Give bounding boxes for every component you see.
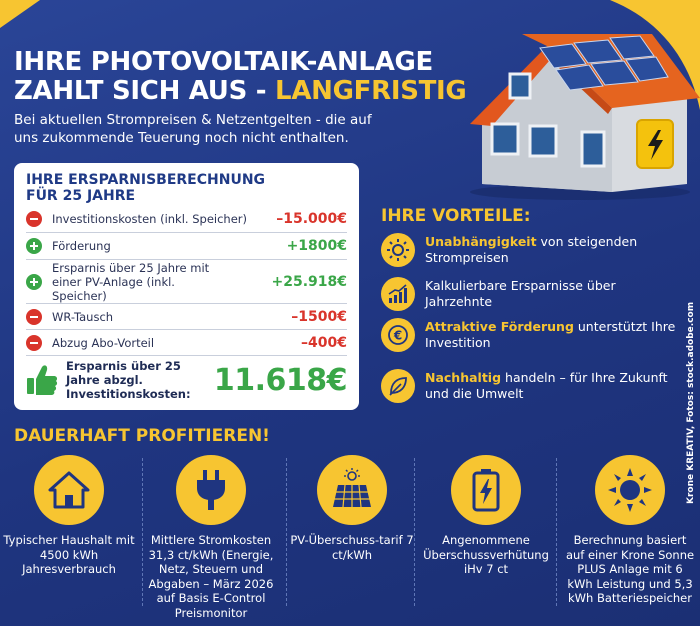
minus-icon [26,335,42,351]
battery-icon [451,455,521,525]
row-label: Investitionskosten (inkl. Speicher) [52,212,247,226]
vorteil-item [381,318,681,352]
growth-chart-icon [381,277,415,311]
profit-column [2,455,136,577]
row-label: Abzug Abo-Vorteil [52,335,155,350]
savings-card [14,163,359,410]
svg-text:€: € [393,328,403,343]
vorteil-rest: von steigenden Strompreisen [425,234,638,265]
profit-text: PV-Überschuss-tarif 7 ct/kWh [290,533,414,562]
thumbs-up-icon [26,363,58,397]
row-value: +1800€ [286,238,347,254]
page-title [14,48,466,106]
house-icon [34,455,104,525]
total-row [26,358,347,402]
column-divider [414,458,415,606]
column-divider [556,458,557,606]
card-title-line-2: FÜR 25 JAHRE [26,188,136,204]
savings-row [26,233,347,260]
vorteil-bold: Nachhaltig [425,370,502,385]
row-value: –400€ [301,334,347,351]
profit-text: Berechnung basiert auf einer Krone Sonne PLUS Anlage mit 6 kWh Leistung und 5,3 kWh Batteriespeicher [565,533,695,605]
vorteil-rest: Kalkulierbare Ersparnisse über Jahrzehnte [425,278,616,309]
vorteil-rest: unterstützt Ihre Investition [425,319,676,350]
profit-column [563,455,697,606]
profit-column [419,455,553,577]
row-value: –1500€ [291,308,347,325]
leaf-icon [381,369,415,403]
row-value: –15.000€ [276,211,347,227]
title-line-2 [14,77,466,106]
row-label: Ersparnis über 25 Jahre mit einer PV-Anlage (inkl. Speicher) [52,260,210,303]
savings-row [26,330,347,356]
column-divider [142,458,143,606]
vorteil-text [425,278,681,310]
profit-column [144,455,278,620]
card-title [26,172,265,204]
card-title-line-1: IHRE ERSPARNISBERECHNUNG [26,172,266,188]
plug-icon [176,455,246,525]
subtitle: Bei aktuellen Strompreisen & Netzentgelten - die auf uns zukommende Teuerung noch nicht enthalten. [14,112,372,146]
plus-icon [26,238,42,254]
title-line-1: IHRE PHOTOVOLTAIK-ANLAGE [14,47,434,77]
title-line-2-text: ZAHLT SICH AUS - [14,76,276,106]
vorteile-title: IHRE VORTEILE: [381,206,531,226]
vorteil-item [381,233,681,267]
profit-text: Angenommene Überschussverhütung iHv 7 ct [423,533,549,576]
row-label: Förderung [52,239,111,253]
vorteil-bold: Unabhängigkeit [425,234,537,249]
profit-column [285,455,419,562]
plus-icon [26,274,42,290]
savings-row [26,206,347,233]
vorteil-text [425,370,681,402]
vorteil-item [381,369,681,403]
minus-icon [26,309,42,325]
house-illustration [462,34,700,202]
row-label: WR-Tausch [52,309,114,324]
total-value: 11.618€ [213,362,347,398]
vorteil-bold: Attraktive Förderung [425,319,574,334]
corner-decoration-left [0,0,40,30]
savings-row [26,260,347,304]
vorteil-rest: handeln – für Ihre Zukunft und die Umwelt [425,370,668,401]
row-value: +25.918€ [271,273,347,290]
vorteil-text [425,319,681,351]
vorteil-text [425,234,681,266]
solar-panel-icon [317,455,387,525]
minus-icon [26,211,42,227]
total-label: Ersparnis über 25 Jahre abzgl. Investitionskosten: [66,359,191,401]
sun-icon [381,233,415,267]
profit-text: Mittlere Stromkosten 31,3 ct/kWh (Energie, Netz, Steuern und Abgaben – März 2026 auf Basis E-Control Preismonitor [148,533,274,620]
sun-large-icon [595,455,665,525]
profit-title: DAUERHAFT PROFITIEREN! [14,426,270,446]
savings-row [26,304,347,330]
photo-credit: Krone KREATIV, Fotos: stock.adobe.com [686,301,696,504]
title-accent: LANGFRISTIG [275,76,467,106]
vorteil-item [381,277,681,311]
euro-icon [381,318,415,352]
profit-text: Typischer Haushalt mit 4500 kWh Jahresverbrauch [3,533,135,576]
